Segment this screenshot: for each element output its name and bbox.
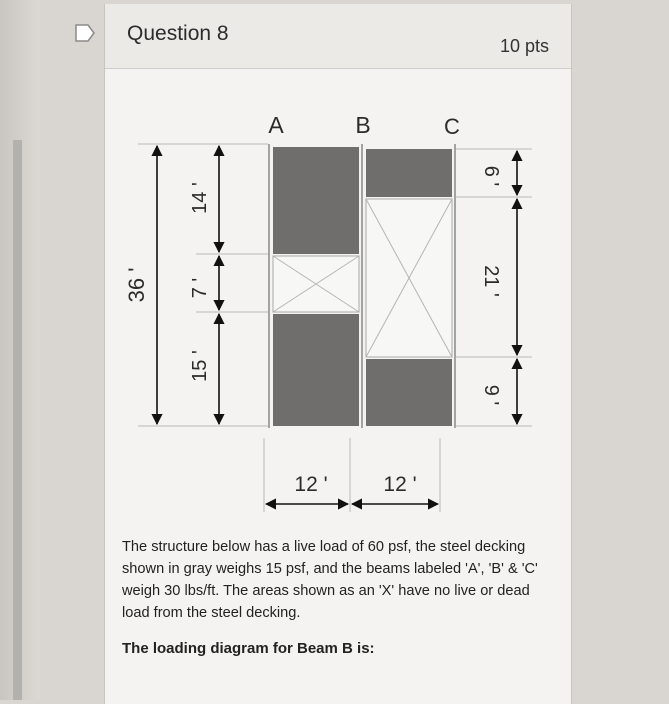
dim-left-top-label: 14 ' — [189, 182, 211, 214]
dim-bottom-left-label: 12 ' — [294, 473, 328, 496]
question-title: Question 8 — [127, 22, 229, 45]
beam-label-b: B — [355, 112, 371, 138]
question-prompt: The loading diagram for Beam B is: — [122, 640, 375, 657]
dim-right-middle-label: 21 ' — [480, 265, 502, 297]
beam-label-a: A — [268, 112, 284, 138]
bay-ab-decking-bottom — [273, 314, 359, 426]
bay-bc-decking-bottom — [366, 359, 452, 426]
beam-label-c: C — [444, 114, 460, 139]
dim-left-middle-label: 7 ' — [189, 277, 211, 299]
bay-bc-decking-top — [366, 149, 452, 197]
bay-ab-decking-top — [273, 147, 359, 254]
question-points: 10 pts — [499, 36, 549, 56]
bay-ab-open-area — [273, 256, 359, 312]
dim-right-top-label: 6 ' — [480, 165, 502, 187]
bay-bc-open-area — [366, 199, 452, 357]
dim-left-bottom-label: 15 ' — [189, 350, 211, 382]
dim-bottom-right-label: 12 ' — [383, 473, 417, 496]
question-paragraph: The structure below has a live load of 60 psf, the steel decking shown in gray weighs 15 psf, and the beams labeled 'A', 'B' & 'C' weigh 30 lbs/ft. The areas shown as an 'X' have no live or dead load from the steel decking. — [122, 539, 538, 621]
dim-left-overall-label: 36 ' — [124, 267, 149, 303]
dim-right-bottom-label: 9 ' — [480, 384, 502, 406]
